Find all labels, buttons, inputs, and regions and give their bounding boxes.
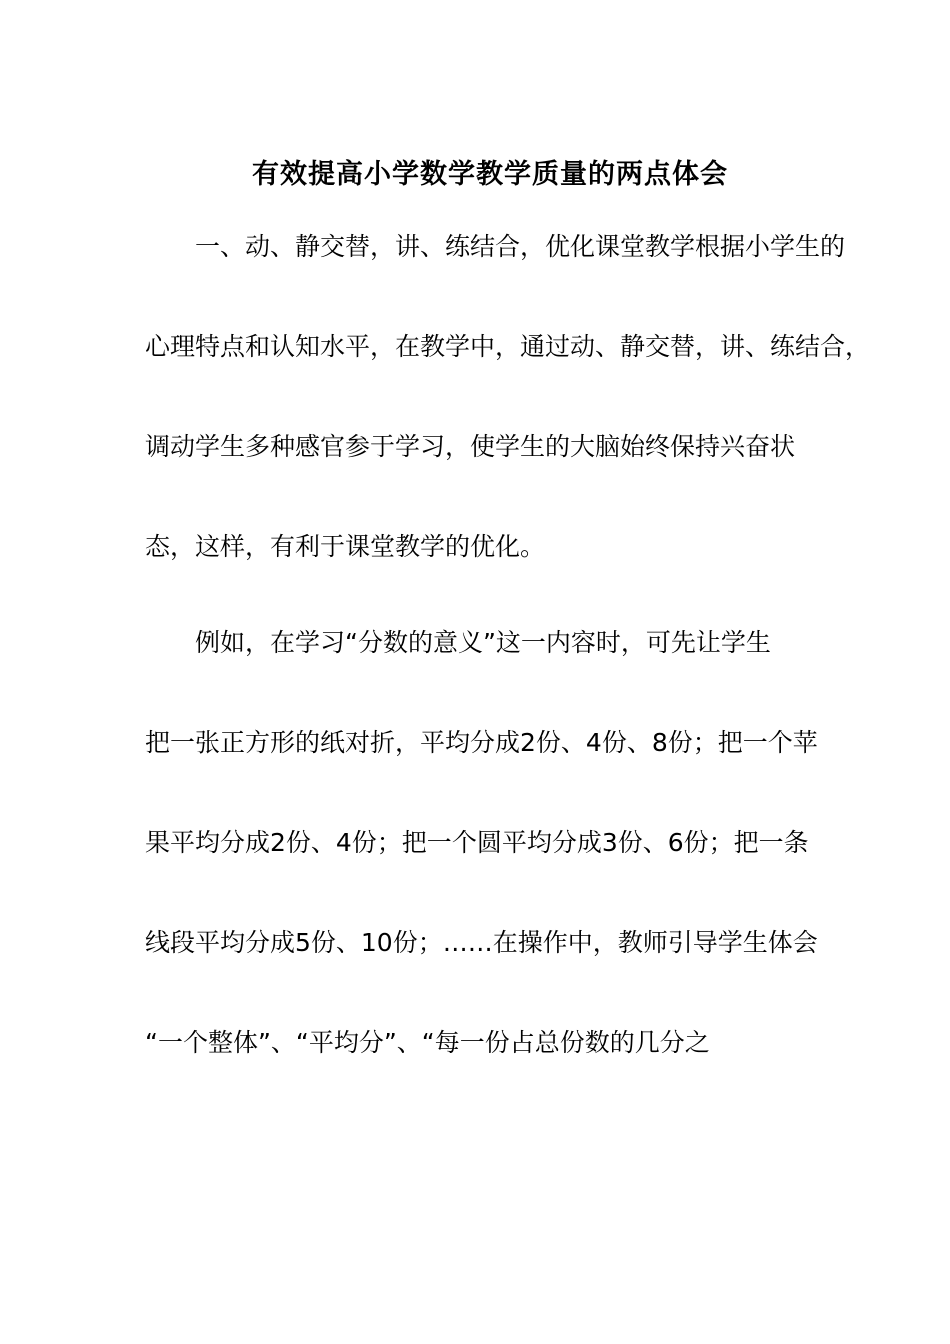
paragraph-line: 态，这样，有利于课堂教学的优化。: [145, 532, 546, 561]
paragraph-line: 果平均分成2份、4份；把一个圆平均分成3份、6份；把一条: [145, 828, 809, 857]
paragraph-line: “一个整体”、“平均分”、“每一份占总份数的几分之: [145, 1028, 710, 1057]
paragraph-line: 线段平均分成5份、10份；……在操作中，教师引导学生体会: [145, 928, 818, 957]
document-title: 有效提高小学数学教学质量的两点体会: [252, 159, 728, 190]
paragraph-line: 心理特点和认知水平，在教学中，通过动、静交替，讲、练结合，: [145, 332, 871, 361]
paragraph-line: 例如，在学习“分数的意义”这一内容时，可先让学生: [195, 628, 771, 657]
paragraph-line: 把一张正方形的纸对折，平均分成2份、4份、8份；把一个苹: [145, 728, 818, 757]
paragraph-line: 调动学生多种感官参于学习，使学生的大脑始终保持兴奋状: [145, 432, 796, 461]
paragraph-line: 一、动、静交替，讲、练结合，优化课堂教学根据小学生的: [195, 232, 846, 261]
